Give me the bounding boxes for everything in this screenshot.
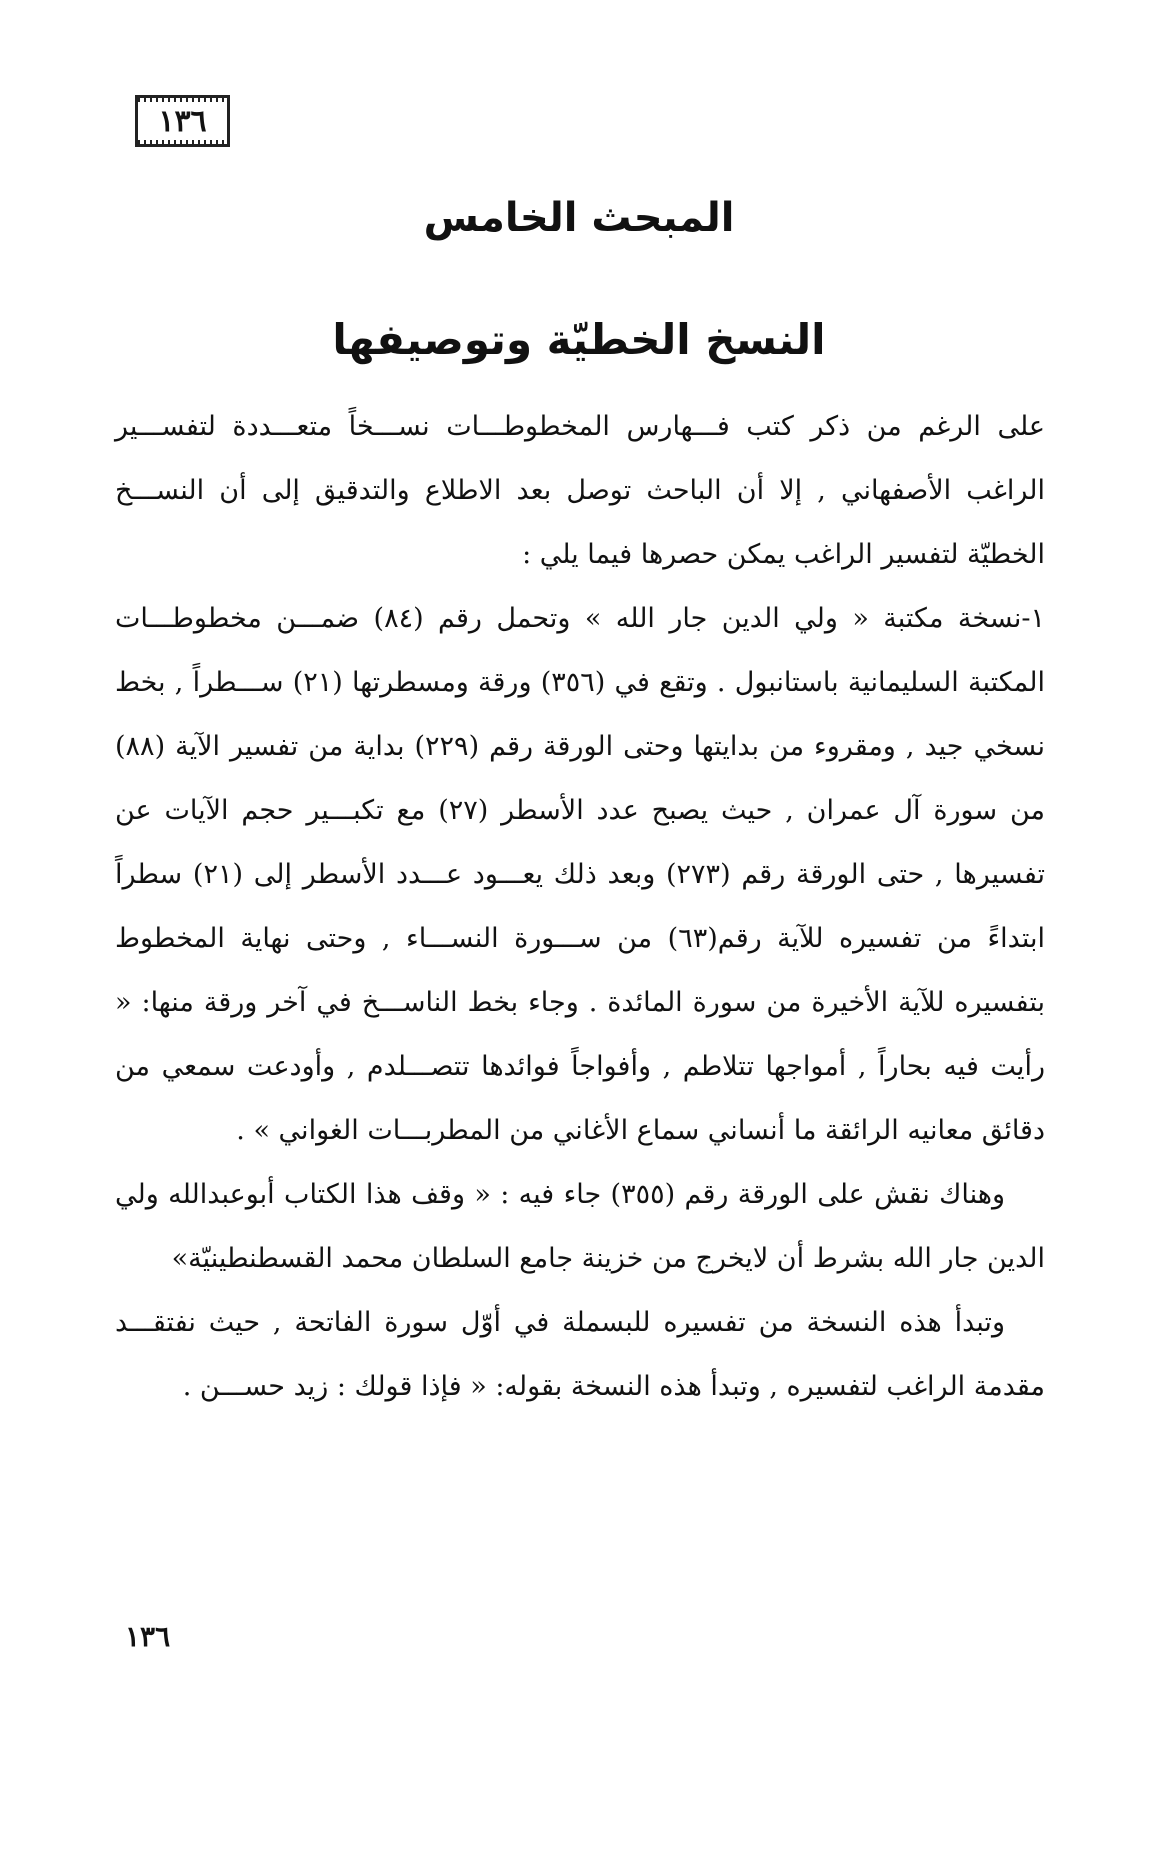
- paragraph-start: وتبدأ هذه النسخة من تفسيره للبسملة في أوّل سورة الفاتحة , حيث نفتقـــد مقدمة الراغب لتفسيره , وتبدأ هذه النسخة بقوله: « فإذا قولك : زيد حســـن .: [115, 1307, 1045, 1402]
- paragraph-intro: على الرغم من ذكر كتب فـــهارس المخطوطـــات نســـخاً متعـــددة لتفســـير الراغب الأصفهاني , إلا أن الباحث توصل بعد الاطلاع والتدقيق إلى أن النســـخ الخطيّة لتفسير الراغب يمكن حصرها فيما يلي :: [115, 411, 1045, 570]
- header-page-number-box: [135, 95, 230, 147]
- footer-page-number: ١٣٦: [125, 1620, 171, 1653]
- header-page-number: ١٣٦: [152, 104, 212, 139]
- paragraph-inscription: وهناك نقش على الورقة رقم (٣٥٥) جاء فيه : « وقف هذا الكتاب أبوعبدالله ولي الدين جار الله بشرط أن لايخرج من خزينة جامع السلطان محمد القسطنطينيّة»: [115, 1179, 1045, 1274]
- section-title: المبحث الخامس: [423, 195, 735, 241]
- body-text: [115, 395, 1045, 1419]
- paragraph-manuscript-1: ١-نسخة مكتبة « ولي الدين جار الله » وتحمل رقم (٨٤) ضمـــن مخطوطـــات المكتبة السليمانية باستانبول . وتقع في (٣٥٦) ورقة ومسطرتها (٢١) ســـطراً , بخط نسخي جيد , ومقروء من بدايتها وحتى الورقة رقم (٢٢٩) بداية من تفسير الآية (٨٨) من سورة آل عمران , حيث يصبح عدد الأسطر (٢٧) مع تكبـــير حجم الآيات عن تفسيرها , حتى الورقة رقم (٢٧٣) وبعد ذلك يعـــود عـــدد الأسطر إلى (٢١) سطراً ابتداءً من تفسيره للآية رقم(٦٣) من ســـورة النســـاء , وحتى نهاية المخطوط بتفسيره للآية الأخيرة من سورة المائدة . وجاء بخط الناســـخ في آخر ورقة منها: « رأيت فيه بحاراً , أمواجها تتلاطم , وأفواجاً فوائدها تتصـــلدم , وأودعت سمعي من دقائق معانيه الرائقة ما أنساني سماع الأغاني من المطربـــات الغواني » .: [115, 603, 1046, 1146]
- section-subtitle: النسخ الخطيّة وتوصيفها: [332, 315, 826, 364]
